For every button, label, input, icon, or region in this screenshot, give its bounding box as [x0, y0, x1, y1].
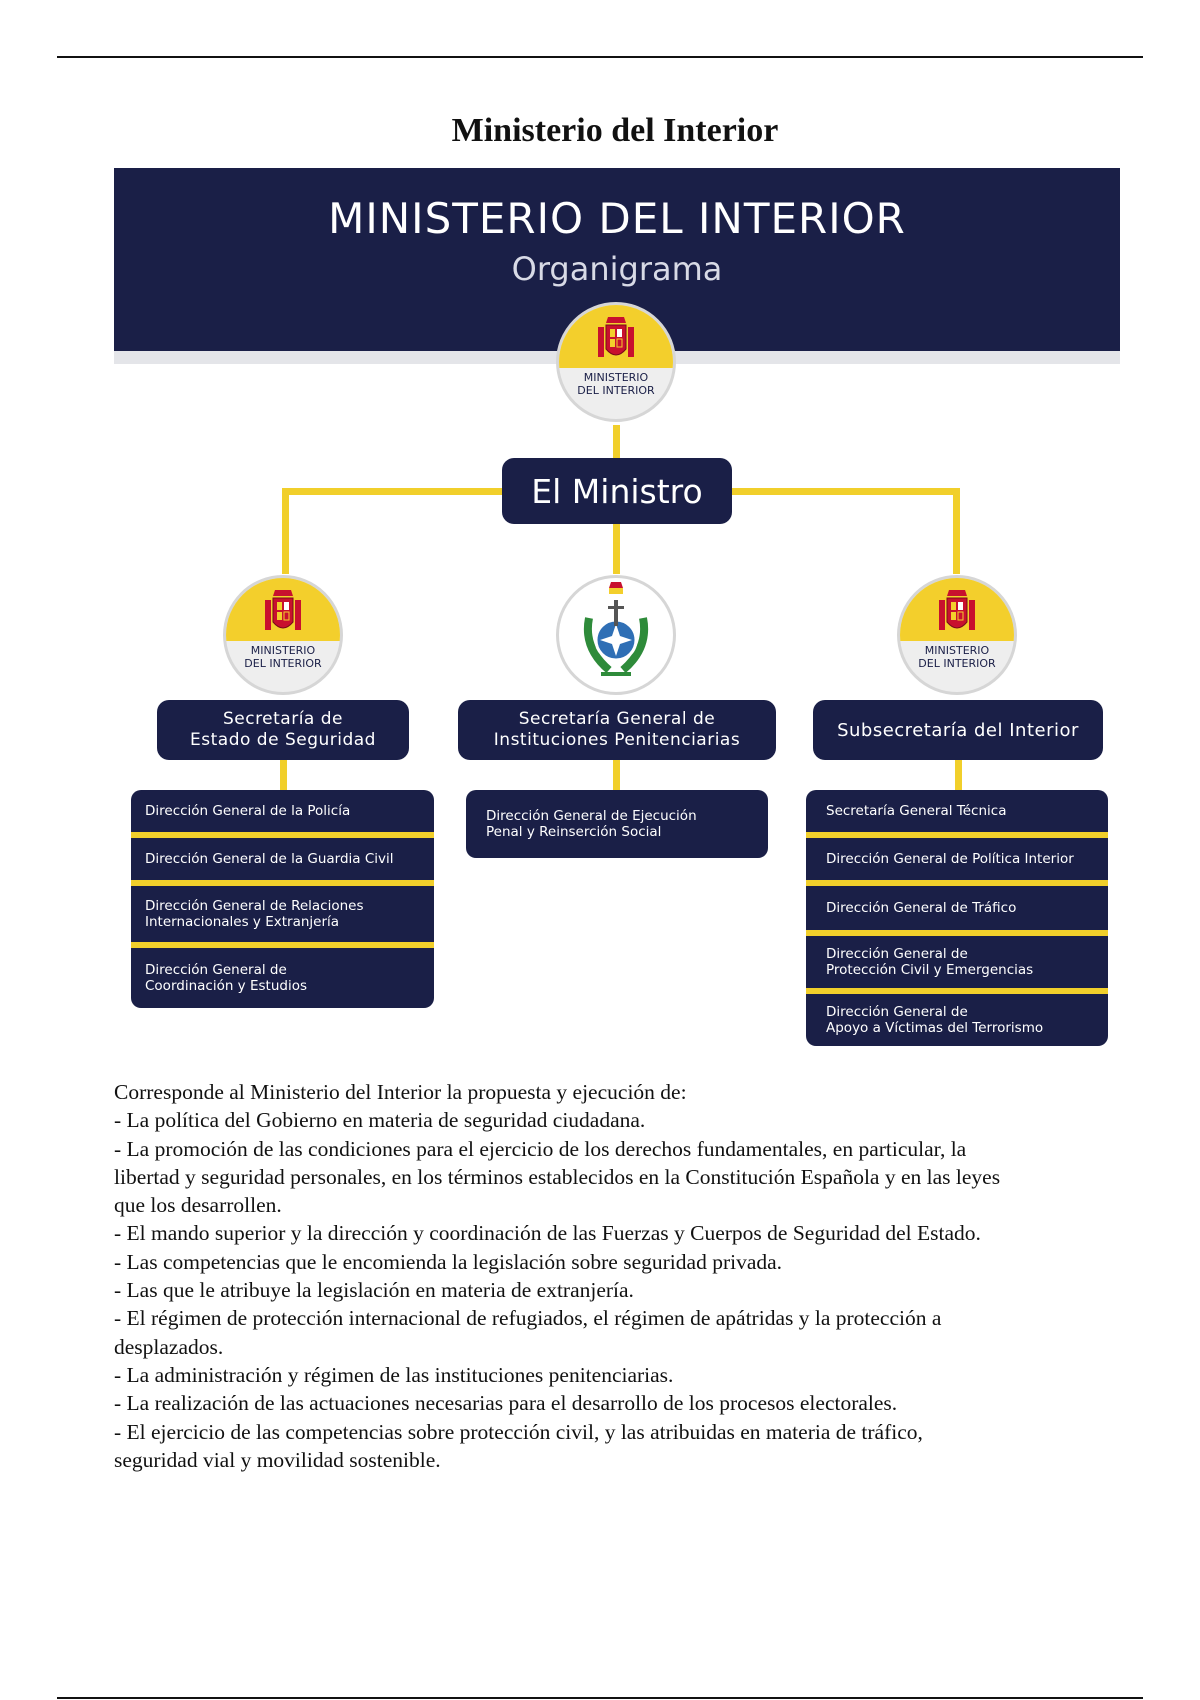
- connector-branch1: [280, 758, 287, 790]
- coat-of-arms-icon: [261, 588, 305, 640]
- branch-list-penitenciarias: [466, 790, 768, 858]
- list-item: Secretaría General Técnica: [826, 803, 1007, 819]
- coat-of-arms-icon: [935, 588, 979, 640]
- seal-text-line1: MINISTERIO: [583, 371, 649, 384]
- list-item: Dirección General de Apoyo a Víctimas del Terrorismo: [806, 988, 1108, 1046]
- branch-title-seguridad: [157, 700, 409, 760]
- list-item: Dirección General de Protección Civil y Emergencias: [806, 930, 1108, 988]
- list-item: Dirección General de la Guardia Civil: [131, 832, 434, 880]
- bottom-rule: [57, 1697, 1143, 1699]
- body-line: libertad y seguridad personales, en los términos establecidos en la Constitución Española y en las leyes: [114, 1164, 1001, 1189]
- banner-subtitle: Organigrama: [511, 250, 723, 288]
- list-item: Dirección General de la Policía: [145, 803, 351, 819]
- seal-text-line1: MINISTERIO: [924, 644, 990, 657]
- minister-box: El Ministro: [502, 458, 732, 524]
- connector-branch3: [955, 758, 962, 790]
- branch-list-seguridad: [131, 790, 434, 1008]
- penitentiary-seal: [556, 575, 676, 695]
- list-item: Dirección General de Relaciones Internacionales y Extranjería: [131, 880, 434, 942]
- branch-title-line1: Secretaría General de: [518, 709, 716, 729]
- body-line: - La política del Gobierno en materia de seguridad ciudadana.: [114, 1108, 646, 1133]
- banner-title: MINISTERIO DEL INTERIOR: [328, 194, 906, 243]
- branch-title-penitenciarias: [458, 700, 776, 760]
- body-line: - El ejercicio de las competencias sobre protección civil, y las atribuidas en materia de tráfico,: [114, 1419, 923, 1444]
- list-item: Dirección General de Coordinación y Estudios: [131, 942, 434, 1008]
- connector-right: [730, 488, 960, 495]
- list-item: Dirección General de Tráfico: [806, 880, 1108, 930]
- branch-list-subsecretaria: [806, 790, 1108, 1046]
- seal-text-line2: DEL INTERIOR: [577, 384, 655, 397]
- body-line: - Las que le atribuye la legislación en materia de extranjería.: [114, 1278, 634, 1303]
- list-item: Dirección General de Ejecución Penal y Reinserción Social: [486, 808, 697, 840]
- body-line: desplazados.: [114, 1334, 224, 1359]
- connector-center-down: [613, 522, 620, 574]
- seal-text-line2: DEL INTERIOR: [244, 657, 322, 670]
- body-line: - La promoción de las condiciones para el ejercicio de los derechos fundamentales, en particular, la: [114, 1136, 967, 1161]
- page-title: Ministerio del Interior: [451, 112, 779, 149]
- body-text: [114, 1078, 1124, 1474]
- list-item: Dirección General de Política Interior: [806, 832, 1108, 880]
- body-line: - La realización de las actuaciones necesarias para el desarrollo de los procesos electorales.: [114, 1391, 898, 1416]
- branch-title-subsecretaria: [813, 700, 1103, 760]
- top-rule: [57, 56, 1143, 58]
- connector-left-down: [282, 488, 289, 574]
- seal-text-line2: DEL INTERIOR: [918, 657, 996, 670]
- ministry-seal-top: [556, 302, 676, 422]
- connector-top: [613, 425, 620, 460]
- penitentiary-emblem-icon: [559, 578, 673, 692]
- branch-title-line1: Subsecretaría del Interior: [837, 719, 1079, 741]
- branch-title-line2: Instituciones Penitenciarias: [493, 730, 741, 750]
- connector-right-down: [953, 488, 960, 574]
- seal-text-line1: MINISTERIO: [250, 644, 316, 657]
- connector-left: [282, 488, 504, 495]
- body-line: - La administración y régimen de las instituciones penitenciarias.: [114, 1362, 674, 1387]
- branch-title-line1: Secretaría de: [222, 709, 344, 729]
- coat-of-arms-icon: [594, 315, 638, 367]
- body-line: - El régimen de protección internacional de refugiados, el régimen de apátridas y la protección a: [114, 1306, 942, 1331]
- ministry-seal-left: [223, 575, 343, 695]
- ministry-seal-right: [897, 575, 1017, 695]
- body-line: - Las competencias que le encomienda la legislación sobre seguridad privada.: [114, 1249, 783, 1274]
- body-line: Corresponde al Ministerio del Interior la propuesta y ejecución de:: [114, 1080, 687, 1104]
- branch-title-line2: Estado de Seguridad: [190, 730, 376, 750]
- body-line: seguridad vial y movilidad sostenible.: [114, 1447, 441, 1472]
- connector-branch2: [613, 758, 620, 790]
- body-line: que los desarrollen.: [114, 1193, 282, 1218]
- body-line: - El mando superior y la dirección y coordinación de las Fuerzas y Cuerpos de Seguridad del Estado.: [114, 1221, 981, 1246]
